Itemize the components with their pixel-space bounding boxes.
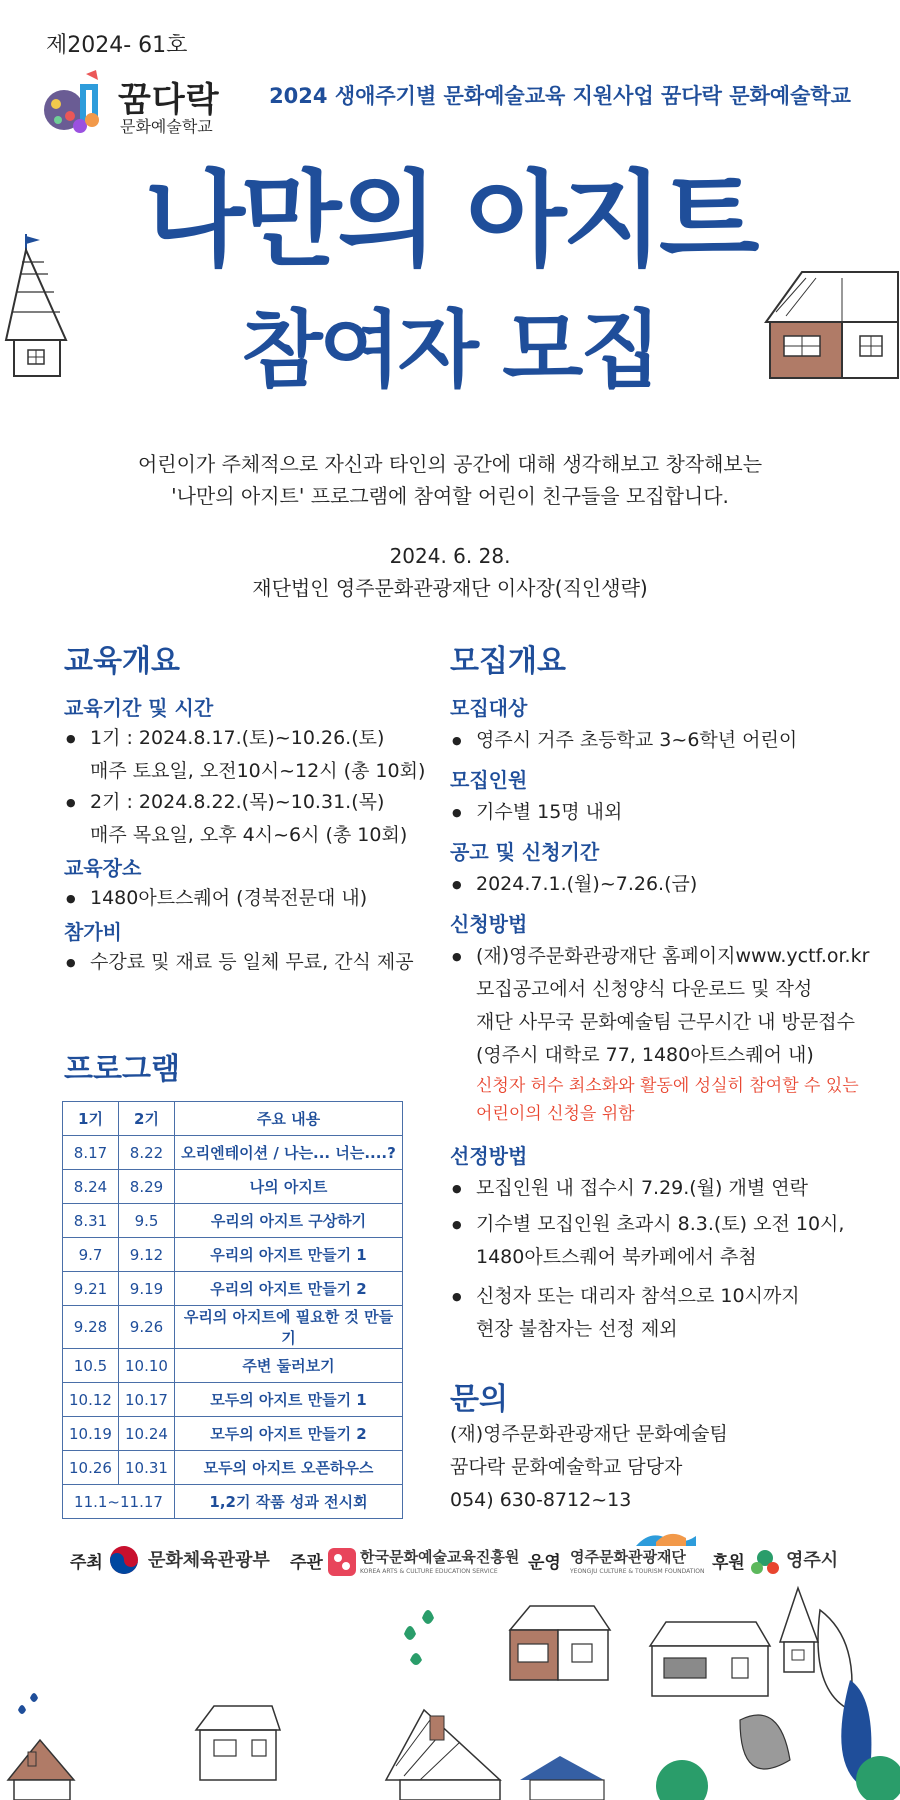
organizer-label: 주관 <box>290 1553 323 1573</box>
table-header: 1기 <box>63 1102 119 1136</box>
program-date-cell: 9.7 <box>63 1238 119 1272</box>
operator-name-en: YEONGJU CULTURE & TOURISM FOUNDATION <box>570 1568 705 1575</box>
yeongju-city-icon <box>750 1548 780 1576</box>
program-content-cell: 우리의 아지트 만들기 2 <box>175 1272 403 1306</box>
main-title: 나만의 아지트 <box>144 159 756 281</box>
program-date-cell: 9.21 <box>63 1272 119 1306</box>
table-header: 주요 내용 <box>175 1102 403 1136</box>
recruit-select-item-2: ● 기수별 모집인원 초과시 8.3.(토) 오전 10시, 1480아트스퀘어 북카페에서 추첨 <box>452 1208 844 1274</box>
program-content-cell: 오리엔테이션 / 나는... 너는....? <box>175 1136 403 1170</box>
program-date-cell: 8.24 <box>63 1170 119 1204</box>
education-period-item-2: ● 2기 : 2024.8.22.(목)~10.31.(목) 매주 목요일, 오후 4시~6시 (총 10회) <box>66 786 407 852</box>
education-place-item: ● 1480아트스퀘어 (경북전문대 내) <box>66 882 367 915</box>
program-content-cell: 우리의 아지트 만들기 1 <box>175 1238 403 1272</box>
method-note-line-2: 어린이의 신청을 위함 <box>476 1104 635 1124</box>
program-date-cell: 10.24 <box>119 1417 175 1451</box>
program-date-cell: 9.12 <box>119 1238 175 1272</box>
program-date-cell: 10.31 <box>119 1451 175 1485</box>
program-date-cell: 10.19 <box>63 1417 119 1451</box>
program-content-cell: 우리의 아지트 구상하기 <box>175 1204 403 1238</box>
organizer-name: 한국문화예술교육진흥원 <box>360 1548 520 1566</box>
operator-label: 운영 <box>528 1553 561 1573</box>
table-row <box>63 1204 403 1238</box>
table-row <box>63 1485 403 1519</box>
recruit-count-item: ● 기수별 15명 내외 <box>452 796 622 829</box>
issuer: 재단법인 영주문화관광재단 이사장(직인생략) <box>252 576 648 600</box>
host-name: 문화체육관광부 <box>148 1550 270 1571</box>
education-place-label: 교육장소 <box>64 856 142 880</box>
recruit-count-label: 모집인원 <box>450 768 528 792</box>
program-content-cell: 모두의 아지트 만들기 1 <box>175 1383 403 1417</box>
intro-line-2: '나만의 아지트' 프로그램에 참여할 어린이 친구들을 모집합니다. <box>171 484 729 508</box>
table-row <box>63 1349 403 1383</box>
recruit-method-item: ● (재)영주문화관광재단 홈페이지www.yctf.or.kr 모집공고에서 신청양식 다운로드 및 작성 재단 사무국 문화예술팀 근무시간 내 방문접수 (영주시 대학로 77, 1480아트스퀘어 내) 신청자 허수 최소화와 활동에 성실히 참여할 수 있는 어린이의 신청을 위함 <box>452 940 869 1128</box>
education-fee-item: ● 수강료 및 재료 등 일체 무료, 간식 제공 <box>66 946 414 979</box>
program-heading: 프로그램 <box>64 1052 180 1087</box>
program-content-cell: 나의 아지트 <box>175 1170 403 1204</box>
program-content-cell: 1,2기 작품 성과 전시회 <box>175 1485 403 1519</box>
bottom-village-illustration <box>0 1580 900 1800</box>
recruit-target-item: ● 영주시 거주 초등학교 3~6학년 어린이 <box>452 724 797 757</box>
logo-icon <box>40 70 118 138</box>
program-date-cell: 8.29 <box>119 1170 175 1204</box>
education-period-item-1: ● 1기 : 2024.8.17.(토)~10.26.(토) 매주 토요일, 오전10시~12시 (총 10회) <box>66 722 425 788</box>
contact-line: 꿈다락 문화예술학교 담당자 <box>450 1456 683 1478</box>
program-date-cell: 11.1~11.17 <box>63 1485 175 1519</box>
program-date-cell: 10.12 <box>63 1383 119 1417</box>
recruit-period-label: 공고 및 신청기간 <box>450 840 600 864</box>
program-date-cell: 9.19 <box>119 1272 175 1306</box>
program-content-cell: 우리의 아지트에 필요한 것 만들기 <box>175 1306 403 1349</box>
issue-date: 2024. 6. 28. <box>389 544 511 568</box>
document-number: 제2024- 61호 <box>46 33 188 58</box>
contact-line: (재)영주문화관광재단 문화예술팀 <box>450 1423 728 1445</box>
program-content-cell: 모두의 아지트 만들기 2 <box>175 1417 403 1451</box>
arte-logo-icon <box>328 1548 356 1576</box>
table-header-row <box>63 1102 403 1136</box>
program-date-cell: 8.17 <box>63 1136 119 1170</box>
table-row <box>63 1417 403 1451</box>
sub-title: 참여자 모집 <box>241 301 659 399</box>
table-row <box>63 1136 403 1170</box>
recruit-select-label: 선정방법 <box>450 1144 528 1168</box>
header-program-line: 2024 생애주기별 문화예술교육 지원사업 꿈다락 문화예술학교 <box>269 84 851 108</box>
host-label: 주최 <box>70 1553 103 1573</box>
program-date-cell: 8.31 <box>63 1204 119 1238</box>
recruit-target-label: 모집대상 <box>450 696 528 720</box>
table-row <box>63 1306 403 1349</box>
recruit-period-item: ● 2024.7.1.(월)~7.26.(금) <box>452 868 697 901</box>
contact-heading: 문의 <box>450 1382 508 1417</box>
program-table <box>62 1101 403 1519</box>
ministry-emblem-icon <box>108 1544 140 1576</box>
education-heading: 교육개요 <box>64 644 180 679</box>
program-date-cell: 10.17 <box>119 1383 175 1417</box>
table-row <box>63 1383 403 1417</box>
supporter-label: 후원 <box>712 1553 745 1573</box>
contact-phone: 054) 630-8712~13 <box>450 1489 632 1511</box>
program-date-cell: 10.10 <box>119 1349 175 1383</box>
intro-line-1: 어린이가 주체적으로 자신과 타인의 공간에 대해 생각해보고 창작해보는 <box>137 452 763 476</box>
program-date-cell: 10.26 <box>63 1451 119 1485</box>
recruit-select-item-3: ● 신청자 또는 대리자 참석으로 10시까지 현장 불참자는 선정 제외 <box>452 1280 800 1346</box>
table-row <box>63 1238 403 1272</box>
recruit-heading: 모집개요 <box>450 644 566 679</box>
program-date-cell: 9.26 <box>119 1306 175 1349</box>
method-note-line-1: 신청자 허수 최소화와 활동에 성실히 참여할 수 있는 <box>476 1076 859 1096</box>
program-date-cell: 9.28 <box>63 1306 119 1349</box>
program-content-cell: 모두의 아지트 오픈하우스 <box>175 1451 403 1485</box>
education-period-label: 교육기간 및 시간 <box>64 696 214 720</box>
foundation-wave-icon <box>636 1528 696 1548</box>
table-row <box>63 1170 403 1204</box>
organizer-name-en: KOREA ARTS & CULTURE EDUCATION SERVICE <box>360 1568 498 1575</box>
table-header: 2기 <box>119 1102 175 1136</box>
supporter-name: 영주시 <box>786 1550 839 1571</box>
logo-subtitle: 문화예술학교 <box>120 117 213 136</box>
program-date-cell: 8.22 <box>119 1136 175 1170</box>
contact-info <box>450 1418 728 1517</box>
program-content-cell: 주변 둘러보기 <box>175 1349 403 1383</box>
intro-text <box>0 448 900 512</box>
table-row <box>63 1272 403 1306</box>
program-date-cell: 9.5 <box>119 1204 175 1238</box>
recruit-method-label: 신청방법 <box>450 912 528 936</box>
issue-block <box>0 540 900 604</box>
recruit-select-item-1: ● 모집인원 내 접수시 7.29.(월) 개별 연락 <box>452 1172 808 1205</box>
table-row <box>63 1451 403 1485</box>
logo-title: 꿈다락 <box>118 80 220 120</box>
program-date-cell: 10.5 <box>63 1349 119 1383</box>
education-fee-label: 참가비 <box>64 920 122 944</box>
operator-name: 영주문화관광재단 <box>570 1548 686 1566</box>
